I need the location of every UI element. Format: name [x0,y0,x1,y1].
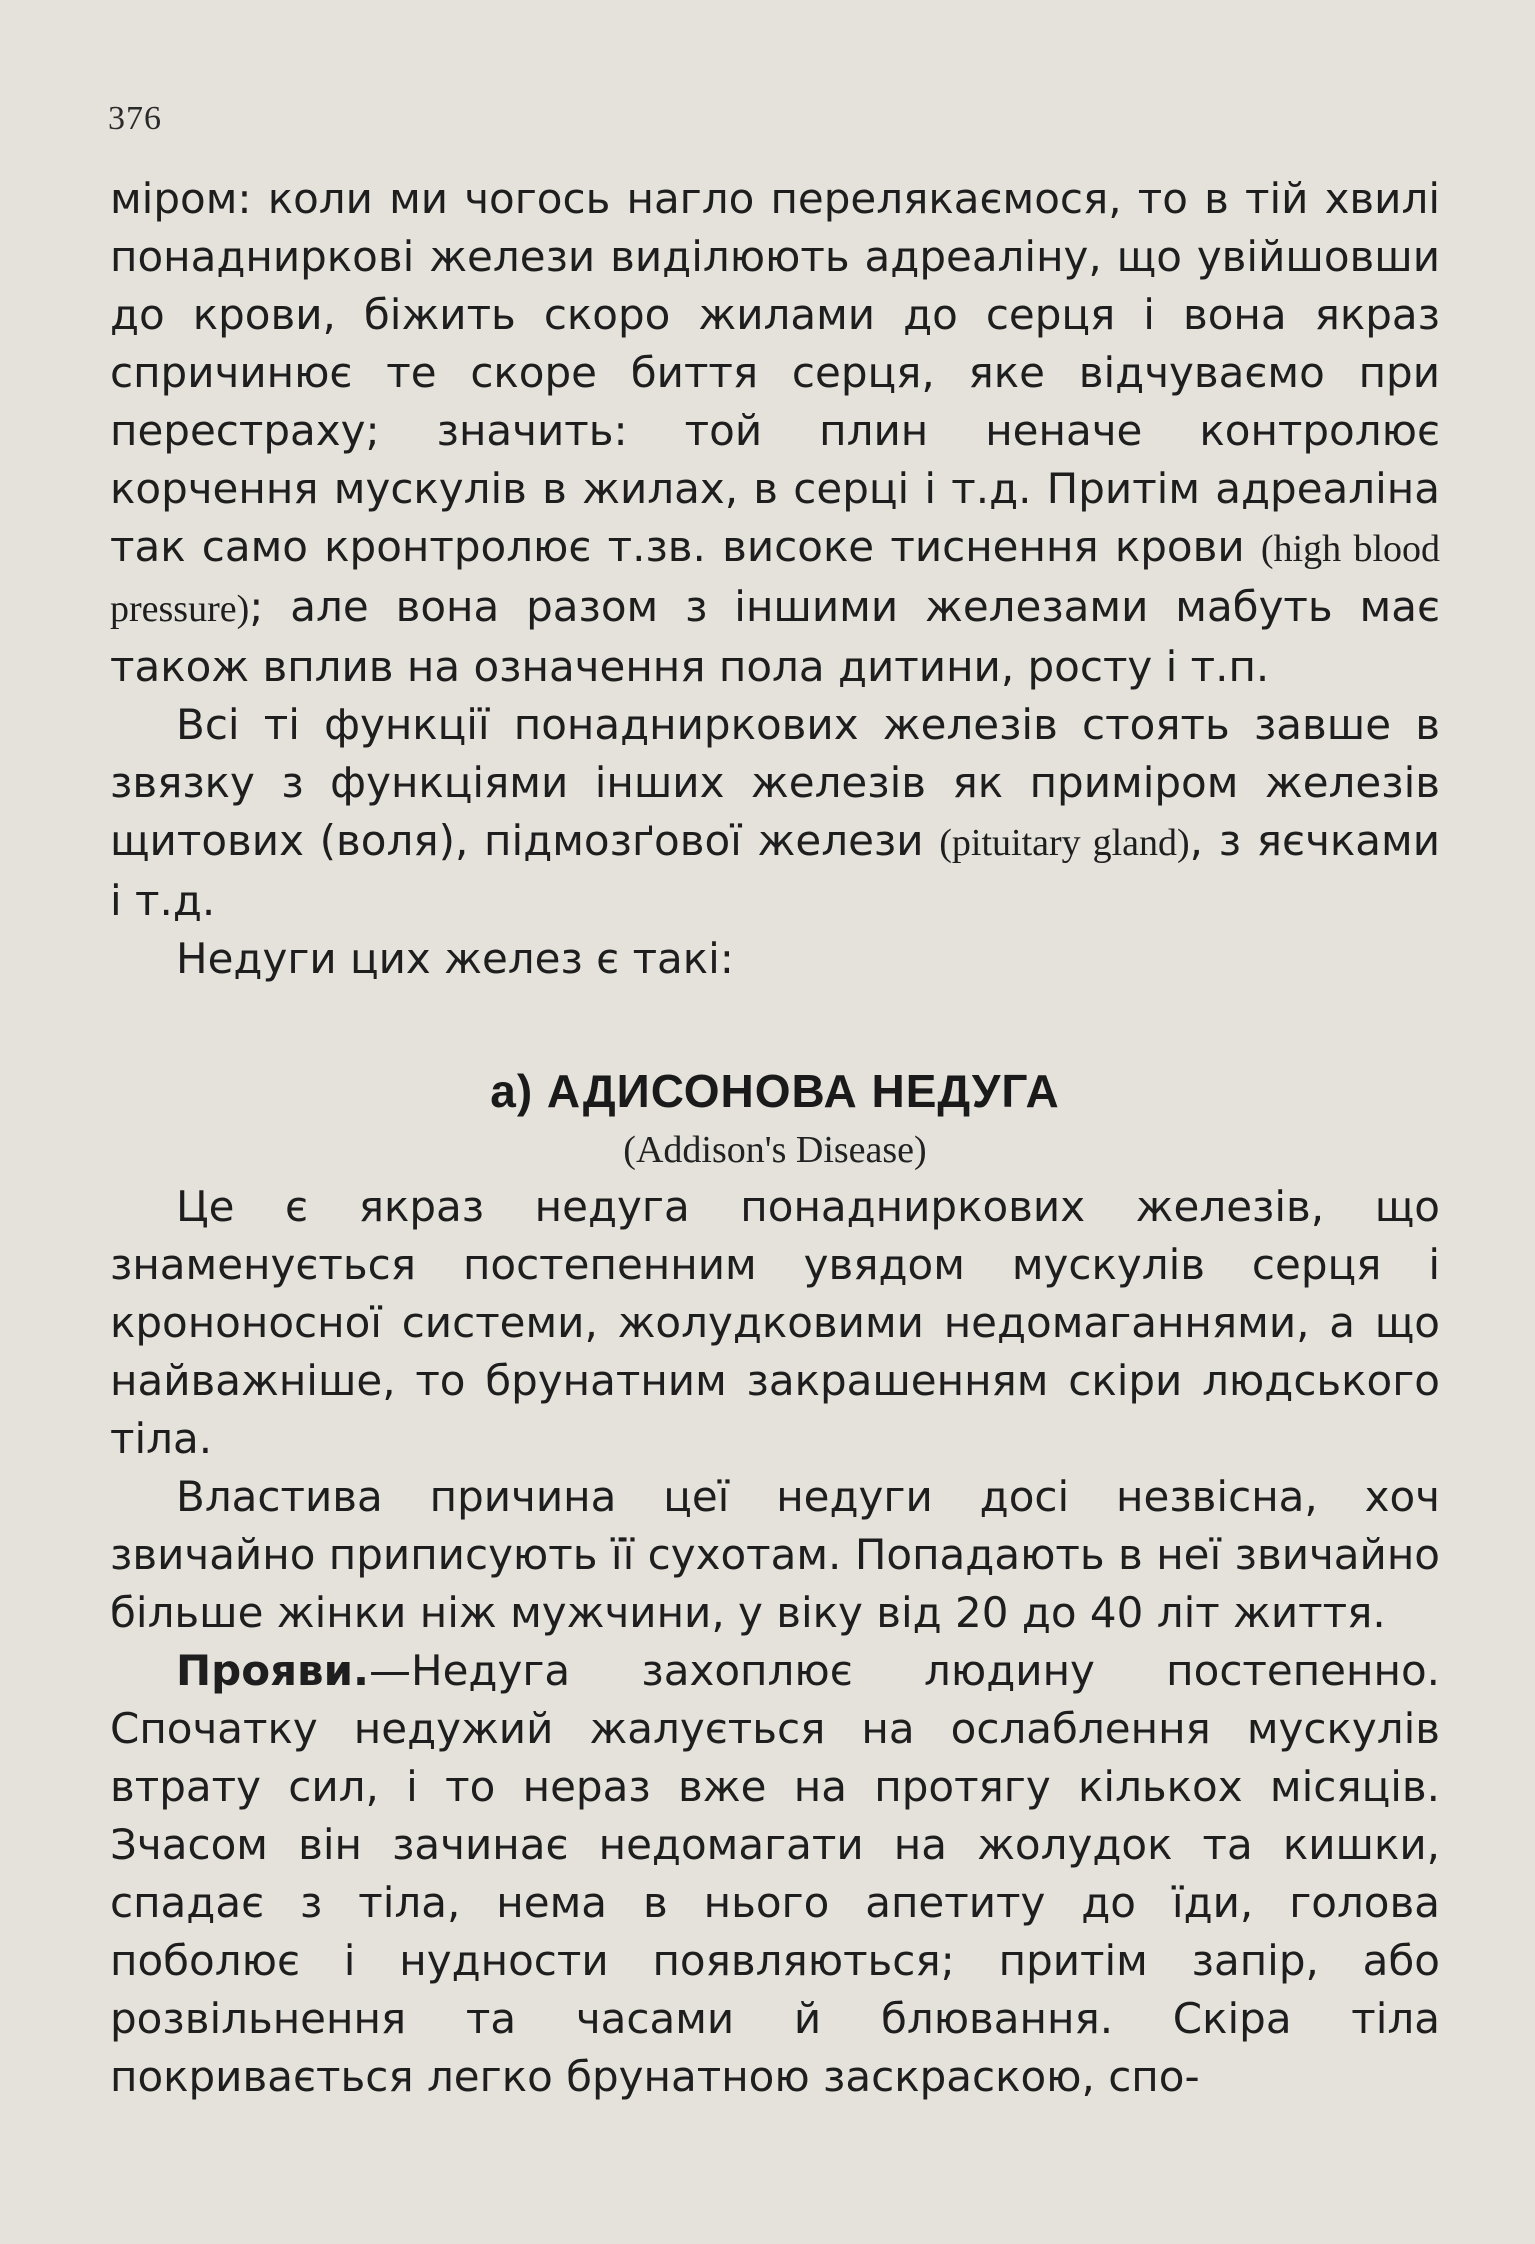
latin-term: (pituitary gland) [939,822,1190,864]
section-subtitle: (Addison's Disease) [623,1129,927,1171]
paragraph-text: Всі ті функції понадниркових железів стоять завше в звязку з функціями інших железів як приміром железів щитових (воля), підмозґової желези [110,700,1440,865]
paragraph-functions [110,696,1440,930]
section-heading: а) АДИСОНОВА НЕДУГА [490,1065,1060,1117]
paragraph-lead: Прояви. [176,1646,369,1695]
latin-term: (high blood pressure) [110,528,1440,630]
page-number: 376 [108,100,162,137]
paragraph-text: міром: коли ми чогось нагло перелякаємося, то в тій хвилі понадниркові желези виділюють адреаліну, що увійшовши до крови, біжить скоро жилами до серця і вона якраз спричинює те скоре биття серця, яке відчуваємо при перестраху; значить: той плин неначе контролює корчення мускулів в жилах, в серці і т.д. Притім адреаліна так само кронтролює т.зв. високе тиснення крови [110,174,1440,571]
paragraph-text: , з яєчками і т.д. [110,816,1441,925]
paragraph-diseases-intro: Недуги цих желез є такі: [176,934,734,983]
paragraph-adrenaline [110,170,1440,696]
body-text [110,170,1440,2106]
paragraph-text: —Недуга захоплює людину постепенно. Спочатку недужий жалується на ослаблення мускулів втрату сил, і то нераз вже на протягу кількох місяців. Зчасом він зачинає недомагати на жолудок та кишки, спадає з тіла, нема в нього апетиту до їди, голова поболює і нудности появляються; притім запір, або розвільнення та часами й блювання. Скіра тіла покривається легко брунатною заскраскою, спо- [110,1646,1440,2101]
paragraph-text: ; але вона разом з іншими железами мабуть має також вплив на означення пола дитини, росту і т.п. [110,582,1440,691]
paragraph-definition: Це є якраз недуга понадниркових железів, що знаменується постепенним увядом мускулів серця і крононосної системи, жолудковими недомаганнями, а що найважніше, то брунатним закрашенням скіри людського тіла. [110,1182,1440,1463]
paragraph-symptoms [110,1642,1440,2106]
paragraph-cause: Властива причина цеї недуги досі незвісна, хоч звичайно приписують її сухотам. Попадають в неї звичайно більше жінки ніж мужчини, у віку від 20 до 40 літ життя. [110,1472,1440,1637]
